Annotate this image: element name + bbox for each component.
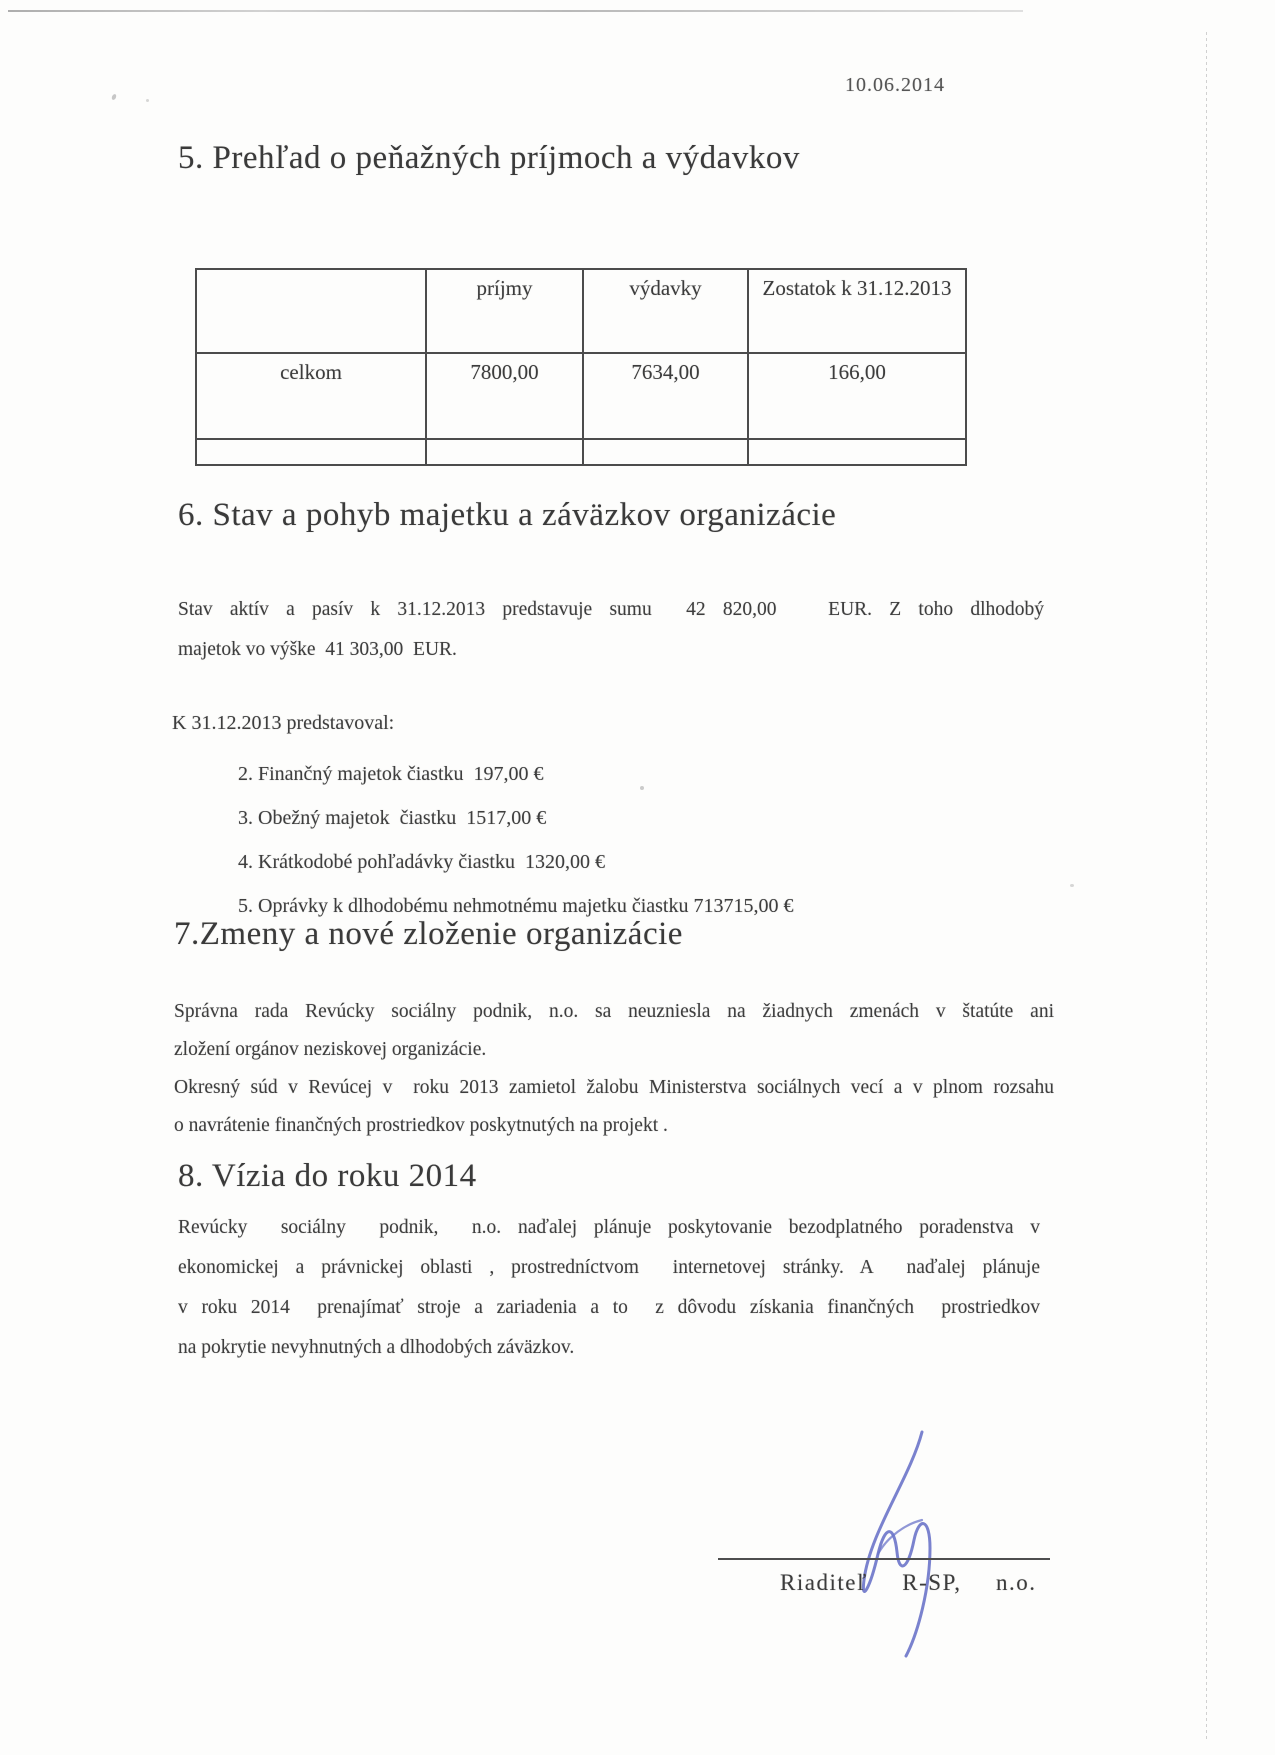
- table-header-vydavky: výdavky: [583, 269, 748, 353]
- section6-paragraph: [178, 590, 1044, 670]
- list-intro: K 31.12.2013 predstavoval:: [172, 712, 395, 734]
- paragraph-line: majetok vo výške 41 303,00 EUR.: [178, 639, 457, 660]
- table-cell-empty: [196, 439, 426, 465]
- section8-paragraph: [178, 1208, 1040, 1368]
- table-cell-prijmy: 7800,00: [426, 353, 583, 439]
- list-item: 3. Obežný majetok čiastku 1517,00 €: [238, 807, 547, 829]
- signature-line: [718, 1558, 1050, 1560]
- paragraph-line: Revúcky sociálny podnik, n.o. naďalej plánuje poskytovanie bezodplatného poradenstva v: [178, 1217, 1040, 1238]
- paragraph-line: Stav aktív a pasív k 31.12.2013 predstavuje sumu 42 820,00 EUR. Z toho dlhodobý: [178, 599, 1044, 620]
- scan-speck: [111, 93, 117, 100]
- signature-label: Riaditeľ R-SP, n.o.: [780, 1570, 1037, 1595]
- table-cell-vydavky: 7634,00: [583, 353, 748, 439]
- cash-flow-table: [195, 268, 967, 466]
- table-cell-label: celkom: [196, 353, 426, 439]
- list-item: 4. Krátkodobé pohľadávky čiastku 1320,00 €: [238, 851, 605, 873]
- paragraph-line: zložení orgánov neziskovej organizácie.: [174, 1039, 487, 1060]
- table-header-empty: [196, 269, 426, 353]
- list-item: 2. Finančný majetok čiastku 197,00 €: [238, 763, 544, 785]
- section7-heading: 7.Zmeny a nové zloženie organizácie: [174, 916, 683, 952]
- scan-artifact-top-line: [8, 10, 1023, 12]
- paragraph-line: Okresný súd v Revúcej v roku 2013 zamietol žalobu Ministerstva sociálnych vecí a v plnom rozsahu: [174, 1077, 1054, 1098]
- paragraph-line: v roku 2014 prenajímať stroje a zariadenia a to z dôvodu získania finančných prostriedkov: [178, 1297, 1040, 1318]
- signature-scribble: [818, 1428, 998, 1658]
- paragraph-line: o navrátenie finančných prostriedkov poskytnutých na projekt .: [174, 1115, 668, 1136]
- document-date: 10.06.2014: [845, 74, 945, 96]
- table-cell-empty: [426, 439, 583, 465]
- table-header-row: [196, 269, 966, 353]
- paragraph-line: Správna rada Revúcky sociálny podnik, n.o. sa neuzniesla na žiadnych zmenách v štatúte ani: [174, 1001, 1054, 1022]
- table-header-prijmy: príjmy: [426, 269, 583, 353]
- scan-speck: [146, 99, 149, 102]
- section6-heading: 6. Stav a pohyb majetku a záväzkov organizácie: [178, 497, 837, 533]
- table-cell-empty: [583, 439, 748, 465]
- section8-heading: 8. Vízia do roku 2014: [178, 1158, 477, 1194]
- section5-heading: 5. Prehľad o peňažných príjmoch a výdavkov: [178, 140, 800, 176]
- scan-artifact-right-line: [1206, 32, 1207, 1742]
- table-row: [196, 353, 966, 439]
- table-cell-empty: [748, 439, 966, 465]
- table-row: [196, 439, 966, 465]
- assets-list: [238, 752, 793, 928]
- section7-paragraph: [174, 993, 1054, 1145]
- table-cell-zostatok: 166,00: [748, 353, 966, 439]
- list-item: 5. Oprávky k dlhodobému nehmotnému majetku čiastku 713715,00 €: [238, 895, 794, 917]
- scan-speck: [1070, 884, 1074, 887]
- table-header-zostatok: Zostatok k 31.12.2013: [748, 269, 966, 353]
- paragraph-line: ekonomickej a právnickej oblasti , prostredníctvom internetovej stránky. A naďalej plánuje: [178, 1257, 1040, 1278]
- paragraph-line: na pokrytie nevyhnutných a dlhodobých záväzkov.: [178, 1337, 575, 1358]
